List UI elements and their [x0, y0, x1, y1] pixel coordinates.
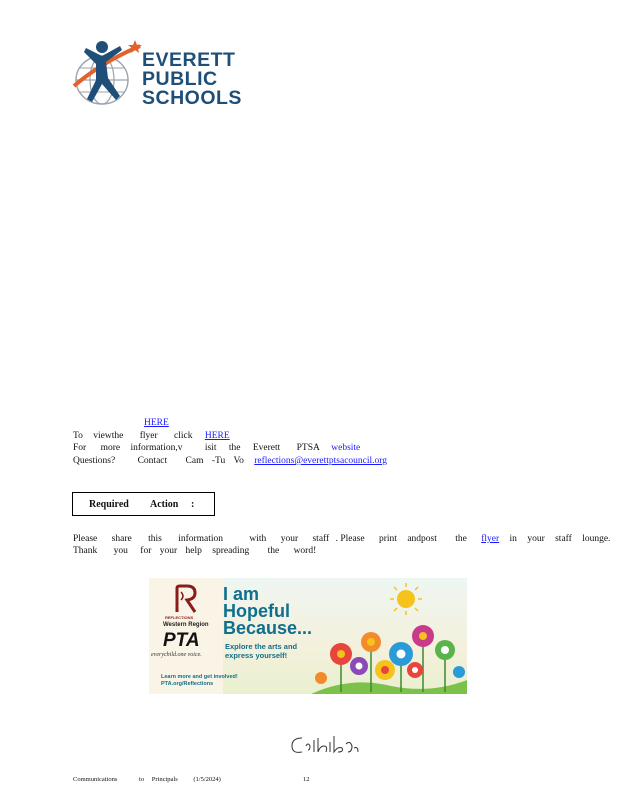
- body-word-4: information: [178, 534, 224, 544]
- banner-title: [223, 586, 312, 637]
- body-word-2: share: [111, 534, 132, 544]
- more-word-3: information,v: [130, 443, 183, 453]
- here-link[interactable]: HERE: [204, 431, 230, 441]
- website-link[interactable]: website: [331, 443, 361, 453]
- view-flyer-line: [73, 431, 238, 441]
- body-word-13: your: [527, 534, 545, 544]
- reflections-logo-icon: [171, 584, 199, 614]
- learn-more-line1: Learn more and get involved!: [161, 674, 238, 680]
- flowers-illustration-icon: [311, 620, 467, 694]
- more-word-2: more: [100, 443, 121, 453]
- thanks-word-3: for: [140, 546, 152, 556]
- reflections-banner: [149, 578, 467, 694]
- banner-subtitle-line2: express yourself!: [225, 651, 288, 660]
- footer-word-2: to: [139, 776, 145, 783]
- body-word-14: staff: [555, 534, 572, 544]
- thanks-word-8: word!: [293, 546, 317, 556]
- western-region-label: Western Region: [163, 622, 209, 628]
- footer-word-1: Communications: [73, 776, 118, 783]
- banner-title-line2: Hopeful: [223, 601, 290, 621]
- instructions-line-2: [73, 546, 326, 556]
- thanks-word-6: spreading: [212, 546, 250, 556]
- view-word-3: flyer: [139, 431, 158, 441]
- body-word-5: with: [249, 534, 267, 544]
- body-word-8: . Please: [335, 534, 365, 544]
- thanks-word-2: you: [113, 546, 128, 556]
- body-word-10: andpost: [407, 534, 437, 544]
- thanks-word-5: help: [185, 546, 202, 556]
- more-info-line: [73, 443, 368, 453]
- action-word: Action: [150, 499, 179, 510]
- page-footer: [73, 776, 221, 783]
- body-word-11: the: [455, 534, 467, 544]
- required-action-colon: :: [191, 499, 195, 510]
- district-name: [142, 51, 242, 108]
- questions-word-3: Cam: [185, 456, 204, 466]
- view-word-1: To: [73, 431, 83, 441]
- footer-word-3: Principals: [151, 776, 178, 783]
- here-link-top[interactable]: HERE: [144, 418, 169, 428]
- more-word-5: the: [228, 443, 241, 453]
- questions-word-5: Vo: [233, 456, 244, 466]
- signature-icon: [288, 732, 360, 758]
- thanks-word-7: the: [267, 546, 280, 556]
- footer-date: (1/5/2024): [193, 776, 221, 783]
- thanks-word-1: Thank: [73, 546, 98, 556]
- every-child-tagline: everychild.one voice.: [151, 652, 202, 658]
- body-word-6: your: [280, 534, 299, 544]
- banner-title-line3: Because...: [223, 618, 313, 638]
- required-word: Required: [89, 499, 129, 510]
- flyer-link[interactable]: flyer: [481, 534, 500, 544]
- district-name-line2: PUBLIC: [142, 68, 218, 90]
- sun-icon: [389, 582, 423, 616]
- questions-line: [73, 456, 447, 466]
- runner-globe-star-icon: [72, 38, 142, 110]
- body-word-12: in: [509, 534, 517, 544]
- banner-title-line1: I am: [223, 584, 260, 604]
- questions-word-1: Questions?: [73, 456, 116, 466]
- banner-subtitle: [225, 642, 297, 660]
- more-word-6: Everett: [252, 443, 281, 453]
- learn-more-line2: PTA.org/Reflections: [161, 681, 214, 687]
- district-name-line1: EVERETT: [142, 49, 236, 71]
- instructions-line-1: [73, 534, 618, 544]
- view-word-2: viewthe: [93, 431, 124, 441]
- body-word-3: this: [148, 534, 162, 544]
- body-word-7: staff: [312, 534, 330, 544]
- reflections-label: REFLECTIONS: [165, 615, 194, 620]
- questions-word-2: Contact: [137, 456, 168, 466]
- questions-word-4: -Tu: [211, 456, 226, 466]
- banner-subtitle-line1: Explore the arts and: [225, 642, 298, 651]
- more-word-7: PTSA: [296, 443, 320, 453]
- district-name-line3: SCHOOLS: [142, 87, 242, 109]
- body-word-15: lounge.: [582, 534, 611, 544]
- thanks-word-4: your: [159, 546, 178, 556]
- body-word-1: Please: [73, 534, 98, 544]
- view-word-4: click: [174, 431, 193, 441]
- page-number: 12: [303, 776, 310, 783]
- required-action-box: [72, 492, 215, 516]
- district-logo: [72, 38, 252, 110]
- email-link[interactable]: reflections@everettptsacouncil.org: [254, 456, 388, 466]
- more-word-1: For: [73, 443, 87, 453]
- more-word-4: isit: [204, 443, 217, 453]
- banner-learn-more: [161, 674, 238, 688]
- body-word-9: print: [378, 534, 397, 544]
- pta-logo-text: PTA: [163, 630, 200, 651]
